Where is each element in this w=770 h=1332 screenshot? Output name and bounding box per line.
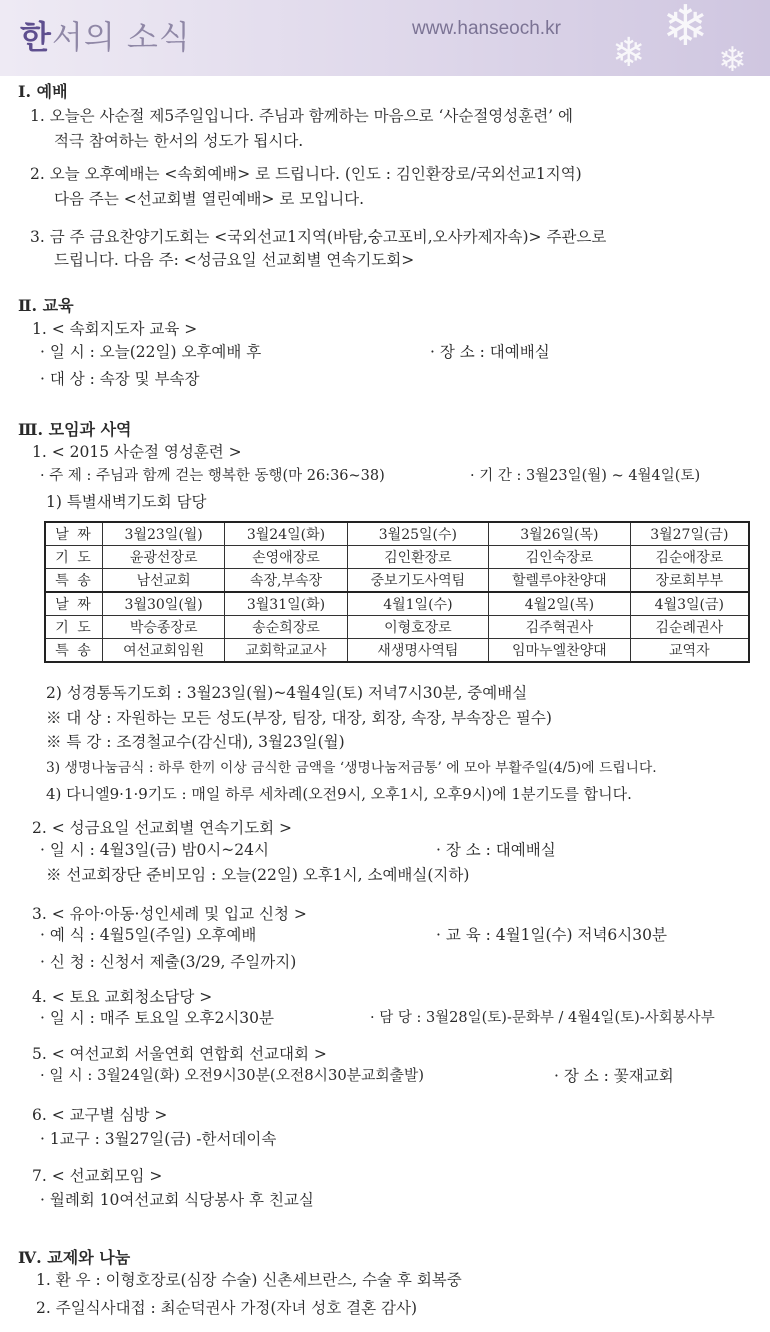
table-cell: 3월25일(수) xyxy=(347,522,489,546)
notice-line: 7. < 선교회모임 > xyxy=(32,1167,163,1185)
table-cell: 3월27일(금) xyxy=(630,522,749,546)
table-cell: 이형호장로 xyxy=(347,616,489,639)
notice-line: · 일 시 : 매주 토요일 오후2시30분 xyxy=(40,1009,274,1027)
table-cell: 새생명사역팀 xyxy=(347,639,489,663)
table-row-label: 기 도 xyxy=(45,546,103,569)
notice-line: · 예 식 : 4월5일(주일) 오후예배 xyxy=(40,926,257,944)
notice-line: · 교 육 : 4월1일(수) 저녁6시30분 xyxy=(436,926,667,944)
notice-line: 드립니다. 다음 주: <성금요일 선교회별 연속기도회> xyxy=(54,251,415,269)
notice-line: 1) 특별새벽기도회 담당 xyxy=(46,493,207,511)
notice-line: · 1교구 : 3월27일(금) -한서데이속 xyxy=(40,1130,277,1148)
table-cell: 3월23일(월) xyxy=(103,522,225,546)
notice-line: 3) 생명나눔금식 : 하루 한끼 이상 금식한 금액을 ‘생명나눔저금통’ 에 모아 부활주일(4/5)에 드립니다. xyxy=(46,760,657,776)
newsletter-header xyxy=(0,0,770,76)
table-row xyxy=(45,592,749,616)
notice-line: · 일 시 : 오늘(22일) 오후예배 후 xyxy=(40,343,262,361)
table-cell: 4월1일(수) xyxy=(347,592,489,616)
notice-line: · 주 제 : 주님과 함께 걷는 행복한 동행(마 26:36~38) xyxy=(40,468,385,484)
notice-line: · 신 청 : 신청서 제출(3/29, 주일까지) xyxy=(40,953,297,971)
table-cell: 교역자 xyxy=(630,639,749,663)
notice-line: 1. 오늘은 사순절 제5주일입니다. 주님과 함께하는 마음으로 ‘사순절영성훈련’ 에 xyxy=(30,107,574,125)
table-cell: 김인숙장로 xyxy=(489,546,631,569)
notice-line: · 장 소 : 대예배실 xyxy=(430,343,550,361)
table-row xyxy=(45,522,749,546)
notice-line: 3. 금 주 금요찬양기도회는 <국외선교1지역(바탐,숭고포비,오사카제자속)> 주관으로 xyxy=(30,228,607,246)
notice-line: ※ 특 강 : 조경철교수(감신대), 3월23일(월) xyxy=(46,733,345,751)
notice-line: 6. < 교구별 심방 > xyxy=(32,1106,168,1124)
notice-line: · 월례회 10여선교회 식당봉사 후 친교실 xyxy=(40,1191,314,1209)
table-row-label: 날 짜 xyxy=(45,592,103,616)
notice-line: ※ 대 상 : 자원하는 모든 성도(부장, 팀장, 대장, 회장, 속장, 부속장은 필수) xyxy=(46,709,552,727)
table-cell: 3월30일(월) xyxy=(103,592,225,616)
table-cell: 김주혁권사 xyxy=(489,616,631,639)
section-title: Ⅰ. 예배 xyxy=(18,82,68,101)
table-cell: 4월3일(금) xyxy=(630,592,749,616)
snowflake-icon: ❄ xyxy=(612,30,646,76)
table-cell: 3월26일(목) xyxy=(489,522,631,546)
notice-line: · 대 상 : 속장 및 부속장 xyxy=(40,370,200,388)
notice-line: · 담 당 : 3월28일(토)-문화부 / 4월4일(토)-사회봉사부 xyxy=(370,1010,715,1026)
table-cell: 장로회부부 xyxy=(630,569,749,593)
website-url: www.hanseoch.kr xyxy=(412,18,561,39)
table-row xyxy=(45,639,749,663)
notice-line: 4) 다니엘9·1·9기도 : 매일 하루 세차례(오전9시, 오후1시, 오후9시)에 1분기도를 합니다. xyxy=(46,785,632,803)
notice-line: · 장 소 : 꽃재교회 xyxy=(554,1067,674,1085)
table-row-label: 특 송 xyxy=(45,639,103,663)
table-cell: 교회학교교사 xyxy=(225,639,347,663)
notice-line: 5. < 여선교회 서울연회 연합회 선교대회 > xyxy=(32,1045,327,1063)
notice-line: 2. 오늘 오후예배는 <속회예배> 로 드립니다. (인도 : 김인환장로/국외선교1지역) xyxy=(30,165,582,183)
table-cell: 3월31일(화) xyxy=(225,592,347,616)
notice-line: · 장 소 : 대예배실 xyxy=(436,841,556,859)
newsletter-body xyxy=(0,76,770,1332)
notice-line: · 기 간 : 3월23일(월) ~ 4월4일(토) xyxy=(470,468,701,484)
notice-line: 2. < 성금요일 선교회별 연속기도회 > xyxy=(32,819,293,837)
table-cell: 김인환장로 xyxy=(347,546,489,569)
table-cell: 3월24일(화) xyxy=(225,522,347,546)
notice-line: 2. 주일식사대접 : 최순덕권사 가정(자녀 성호 결혼 감사) xyxy=(36,1299,418,1317)
table-cell: 여선교회임원 xyxy=(103,639,225,663)
table-row-label: 특 송 xyxy=(45,569,103,593)
notice-line: · 일 시 : 4월3일(금) 밤0시~24시 xyxy=(40,841,269,859)
table-cell: 김순례권사 xyxy=(630,616,749,639)
notice-line: 4. < 토요 교회청소담당 > xyxy=(32,988,213,1006)
notice-line: 1. < 속회지도자 교육 > xyxy=(32,320,198,338)
table-cell: 손영애장로 xyxy=(225,546,347,569)
table-row-label: 날 짜 xyxy=(45,522,103,546)
table-cell: 4월2일(목) xyxy=(489,592,631,616)
table-row xyxy=(45,569,749,593)
notice-line: 1. < 2015 사순절 영성훈련 > xyxy=(32,443,242,461)
table-row-label: 기 도 xyxy=(45,616,103,639)
section-title: Ⅳ. 교제와 나눔 xyxy=(18,1248,131,1267)
dawn-prayer-schedule-table xyxy=(44,521,750,663)
notice-line: · 일 시 : 3월24일(화) 오전9시30분(오전8시30분교회출발) xyxy=(40,1067,425,1084)
table-row xyxy=(45,616,749,639)
table-cell: 속장,부속장 xyxy=(225,569,347,593)
table-cell: 박승종장로 xyxy=(103,616,225,639)
notice-line: 다음 주는 <선교회별 열린예배> 로 모입니다. xyxy=(54,190,365,208)
snowflake-icon: ❄ xyxy=(662,0,709,59)
notice-line: ※ 선교회장단 준비모임 : 오늘(22일) 오후1시, 소예배실(지하) xyxy=(46,866,470,884)
snowflake-icon: ❄ xyxy=(718,40,747,76)
table-cell: 할렐루야찬양대 xyxy=(489,569,631,593)
table-cell: 남선교회 xyxy=(103,569,225,593)
section-title: Ⅲ. 모임과 사역 xyxy=(18,420,132,439)
notice-line: 2) 성경통독기도회 : 3월23일(월)~4월4일(토) 저녁7시30분, 중예배실 xyxy=(46,684,528,702)
table-cell: 윤광선장로 xyxy=(103,546,225,569)
newsletter-title: 한서의 소식 xyxy=(20,18,191,56)
notice-line: 적극 참여하는 한서의 성도가 됩시다. xyxy=(54,132,304,150)
table-cell: 송순희장로 xyxy=(225,616,347,639)
table-cell: 임마누엘찬양대 xyxy=(489,639,631,663)
notice-line: 1. 환 우 : 이형호장로(심장 수술) 신촌세브란스, 수술 후 회복중 xyxy=(36,1271,462,1289)
notice-line: 3. < 유아·아동·성인세례 및 입교 신청 > xyxy=(32,905,307,923)
table-cell: 중보기도사역팀 xyxy=(347,569,489,593)
table-row xyxy=(45,546,749,569)
table-cell: 김순애장로 xyxy=(630,546,749,569)
section-title: Ⅱ. 교육 xyxy=(18,296,74,315)
